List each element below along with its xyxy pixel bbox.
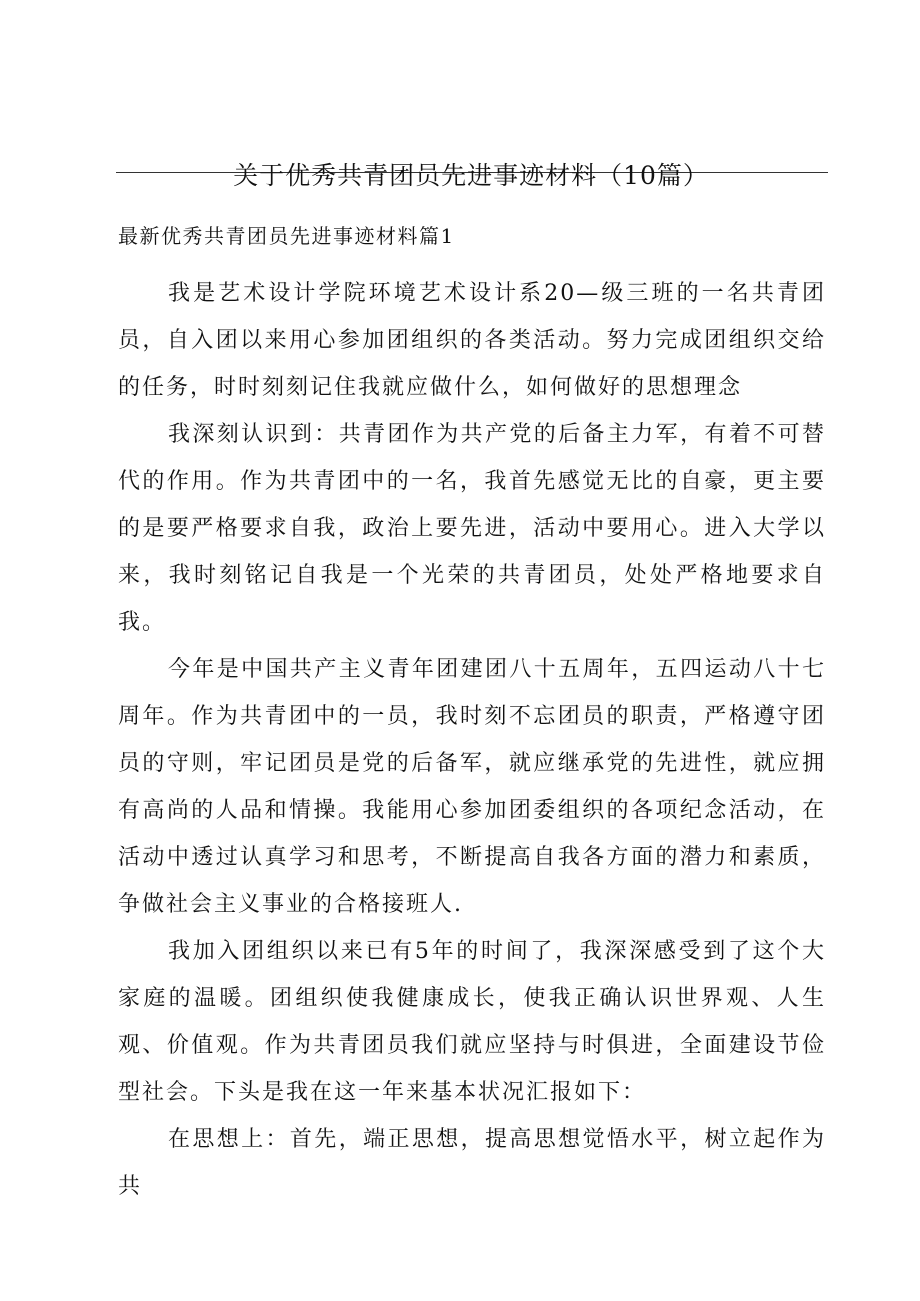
document-title: 关于优秀共青团员先进事迹材料（10篇） bbox=[233, 161, 709, 190]
paragraph-2: 我深刻认识到：共青团作为共产党的后备主力军，有着不可替代的作用。作为共青团中的一名，我首先感觉无比的自豪，更主要的是要严格要求自我，政治上要先进，活动中要用心。进入大学以来，我时刻铭记自我是一个光荣的共青团员，处处严格地要求自我。 bbox=[118, 422, 826, 635]
paragraph-4: 我加入团组织以来已有5年的时间了，我深深感受到了这个大家庭的温暖。团组织使我健康成长，使我正确认识世界观、人生观、价值观。作为共青团员我们就应坚持与时俱进，全面建设节俭型社会。下头是我在这一年来基本状况汇报如下： bbox=[118, 939, 826, 1105]
document-body bbox=[118, 270, 826, 1210]
section-heading: 最新优秀共青团员先进事迹材料篇1 bbox=[118, 224, 455, 248]
paragraph-3: 今年是中国共产主义青年团建团八十五周年，五四运动八十七周年。作为共青团中的一员，我时刻不忘团员的职责，严格遵守团员的守则，牢记团员是党的后备军，就应继承党的先进性，就应拥有高尚的人品和情操。我能用心参加团委组织的各项纪念活动，在活动中透过认真学习和思考，不断提高自我各方面的潜力和素质，争做社会主义事业的合格接班人. bbox=[118, 657, 826, 917]
paragraph-1: 我是艺术设计学院环境艺术设计系20—级三班的一名共青团员，自入团以来用心参加团组织的各类活动。努力完成团组织交给的任务，时时刻刻记住我就应做什么，如何做好的思想理念 bbox=[118, 281, 826, 400]
paragraph-5: 在思想上：首先，端正思想，提高思想觉悟水平，树立起作为共 bbox=[118, 1127, 826, 1199]
